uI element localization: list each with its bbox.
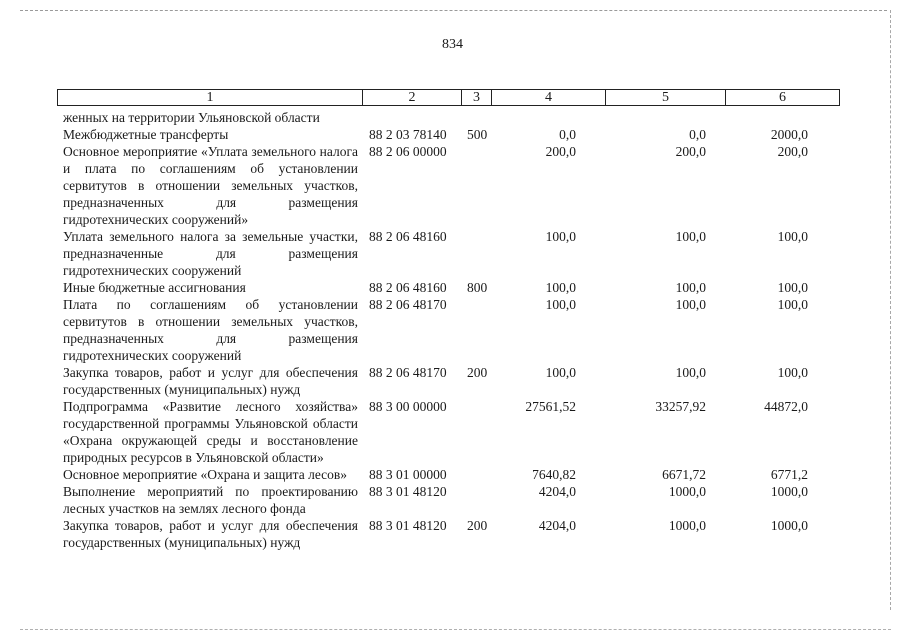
row-value-6: 100,0 <box>777 297 808 312</box>
row-value-6: 2000,0 <box>770 127 808 142</box>
header-col-1: 1 <box>58 90 363 105</box>
row-value-5: 6671,72 <box>662 467 706 482</box>
scan-border-bottom <box>20 629 891 630</box>
row-value-4: 200,0 <box>545 144 576 159</box>
row-name: Закупка товаров, работ и услуг для обеспечения государственных (муниципальных) нужд <box>63 365 358 397</box>
header-col-6: 6 <box>779 90 786 105</box>
row-name: Подпрограмма «Развитие лесного хозяйства» государственной программы Ульяновской области «Охрана окружающей среды и восстановление природных ресурсов в Ульяновской области» <box>63 399 358 465</box>
row-type: 800 <box>467 280 488 295</box>
table-row <box>63 398 843 466</box>
row-type: 500 <box>467 127 488 142</box>
row-value-5: 100,0 <box>675 297 706 312</box>
row-value-5: 1000,0 <box>668 484 706 499</box>
row-value-4: 7640,82 <box>532 467 576 482</box>
row-value-6: 100,0 <box>777 280 808 295</box>
row-name: Иные бюджетные ассигнования <box>63 280 246 295</box>
row-value-6: 6771,2 <box>770 467 808 482</box>
row-value-4: 4204,0 <box>538 484 576 499</box>
table-row <box>63 109 843 126</box>
row-value-5: 0,0 <box>689 127 706 142</box>
row-value-5: 100,0 <box>675 365 706 380</box>
row-code: 88 2 06 48170 <box>369 365 447 380</box>
row-value-5: 100,0 <box>675 280 706 295</box>
header-col-2: 2 <box>363 90 462 105</box>
header-col-4: 4 <box>492 90 606 105</box>
row-value-5: 1000,0 <box>668 518 706 533</box>
row-value-5: 200,0 <box>675 144 706 159</box>
row-name: Межбюджетные трансферты <box>63 127 229 142</box>
row-value-5: 33257,92 <box>655 399 706 414</box>
table-body <box>63 109 843 551</box>
row-value-5: 100,0 <box>675 229 706 244</box>
row-value-4: 100,0 <box>545 297 576 312</box>
header-col-5: 5 <box>606 90 726 105</box>
row-value-4: 100,0 <box>545 229 576 244</box>
table-row <box>63 466 843 483</box>
row-name: Уплата земельного налога за земельные участки, предназначенные для размещения гидротехнических сооружений <box>63 229 358 278</box>
row-value-6: 200,0 <box>777 144 808 159</box>
table-row <box>63 143 843 228</box>
table-row <box>63 517 843 551</box>
row-code: 88 3 01 48120 <box>369 518 447 533</box>
row-code: 88 3 00 00000 <box>369 399 447 414</box>
table-row <box>63 364 843 398</box>
row-code: 88 2 06 48160 <box>369 229 447 244</box>
row-code: 88 2 03 78140 <box>369 127 447 142</box>
row-name: Выполнение мероприятий по проектированию лесных участков на землях лесного фонда <box>63 484 358 516</box>
row-code: 88 2 06 00000 <box>369 144 447 159</box>
row-code: 88 2 06 48160 <box>369 280 447 295</box>
row-name: женных на территории Ульяновской области <box>63 110 320 125</box>
scan-border-right <box>890 10 891 610</box>
table-row <box>63 483 843 517</box>
page-number: 834 <box>442 37 463 52</box>
row-name: Основное мероприятие «Уплата земельного налога и плата по соглашениям об установлении сервитутов в отношении земельных участков, предназначенных для размещения гидротехнических сооружений» <box>63 144 358 227</box>
row-value-6: 1000,0 <box>770 484 808 499</box>
table-row <box>63 279 843 296</box>
table-header <box>57 89 840 106</box>
row-value-6: 44872,0 <box>764 399 808 414</box>
row-value-4: 4204,0 <box>538 518 576 533</box>
row-name: Закупка товаров, работ и услуг для обеспечения государственных (муниципальных) нужд <box>63 518 358 550</box>
row-value-6: 100,0 <box>777 365 808 380</box>
row-value-6: 100,0 <box>777 229 808 244</box>
table-row <box>63 296 843 364</box>
table-row <box>63 126 843 143</box>
row-type: 200 <box>467 518 488 533</box>
row-name: Плата по соглашениям об установлении сервитутов в отношении земельных участков, предназначенных для размещения гидротехнических сооружений <box>63 297 358 363</box>
row-value-4: 27561,52 <box>525 399 576 414</box>
row-value-4: 0,0 <box>559 127 576 142</box>
row-value-4: 100,0 <box>545 365 576 380</box>
row-value-6: 1000,0 <box>770 518 808 533</box>
scan-border-top <box>20 10 887 11</box>
row-name: Основное мероприятие «Охрана и защита лесов» <box>63 467 348 482</box>
row-value-4: 100,0 <box>545 280 576 295</box>
header-col-3: 3 <box>462 90 492 105</box>
table-row <box>63 228 843 279</box>
row-code: 88 2 06 48170 <box>369 297 447 312</box>
row-code: 88 3 01 48120 <box>369 484 447 499</box>
row-type: 200 <box>467 365 488 380</box>
row-code: 88 3 01 00000 <box>369 467 447 482</box>
